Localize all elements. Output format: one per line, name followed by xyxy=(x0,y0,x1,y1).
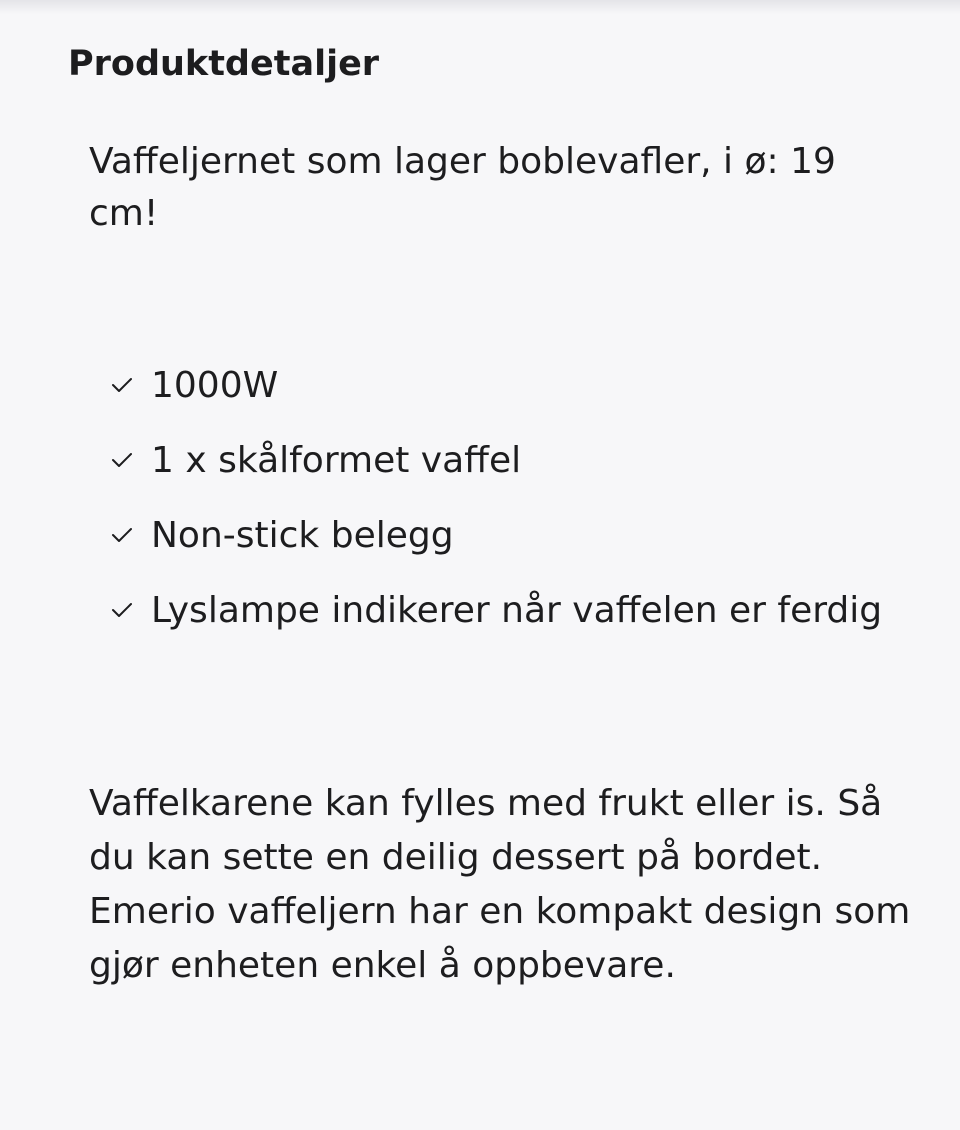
check-icon xyxy=(111,376,133,394)
feature-list xyxy=(108,360,908,660)
check-icon xyxy=(111,601,133,619)
feature-item xyxy=(108,435,908,486)
feature-label: Lyslampe indikerer når vaffelen er ferdig xyxy=(151,590,883,631)
feature-item xyxy=(108,360,908,411)
section-heading: Produktdetaljer xyxy=(68,44,380,84)
feature-label: 1000W xyxy=(151,365,279,406)
intro-text: Vaffeljernet som lager boblevafler, i ø: 19 cm! xyxy=(89,141,836,234)
check-icon xyxy=(111,526,133,544)
feature-label: 1 x skålformet vaffel xyxy=(151,440,522,481)
feature-label: Non-stick belegg xyxy=(151,515,454,556)
description-text: Vaffelkarene kan fylles med frukt eller is. Så du kan sette en deilig dessert på bordet. Emerio vaffeljern har en kompakt design som gjør enheten enkel å oppbevare. xyxy=(89,783,911,986)
check-icon xyxy=(111,451,133,469)
feature-item xyxy=(108,510,908,561)
feature-item xyxy=(108,585,908,636)
